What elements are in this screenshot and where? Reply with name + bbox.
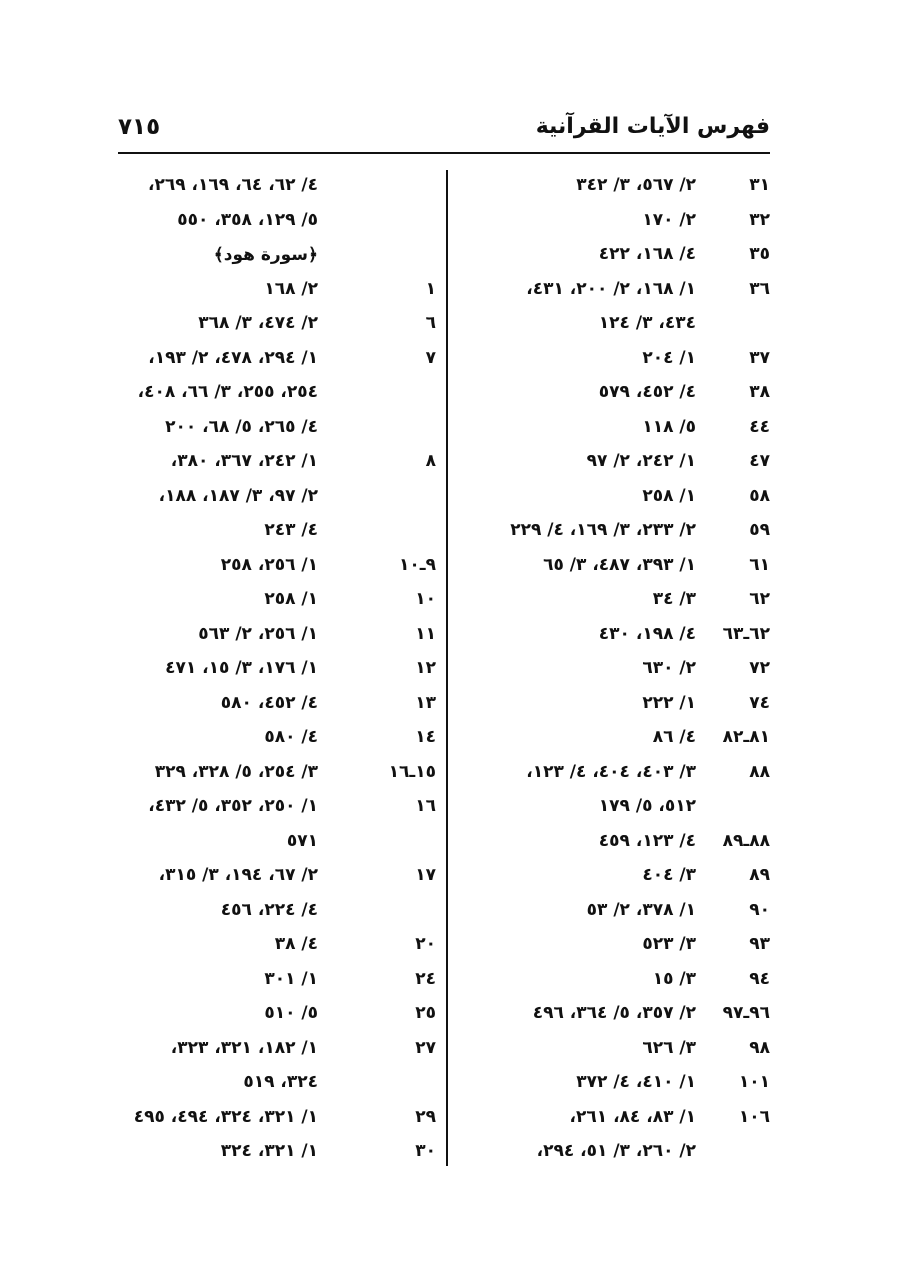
page-references: ٣/ ٤٠٤: [642, 865, 696, 886]
index-row: [118, 824, 436, 859]
page-references: ٢٥٤، ٢٥٥، ٣/ ٦٦، ٤٠٨،: [137, 382, 318, 403]
index-row: [470, 306, 770, 341]
verse-number: ٣٨: [749, 382, 770, 403]
page-header: [118, 112, 770, 154]
page-references: ٥/ ١٢٩، ٣٥٨، ٥٥٠: [177, 209, 318, 230]
verse-number: ١٠١: [738, 1072, 770, 1093]
page-references: ١/ ١٦٨، ٢/ ٢٠٠، ٤٣١،: [526, 278, 696, 299]
page-references: ١/ ٢٥٠، ٣٥٢، ٥/ ٤٣٢،: [148, 796, 318, 817]
page-references: ٢/ ٦٣٠: [642, 658, 696, 679]
verse-number: ١٠٦: [738, 1106, 770, 1127]
index-row: [118, 444, 436, 479]
index-row: [118, 1134, 436, 1169]
index-row: [470, 720, 770, 755]
page-references: ١/ ٣٢١، ٣٢٤، ٤٩٤، ٤٩٥: [133, 1106, 318, 1127]
index-row: [470, 1134, 770, 1169]
index-row: [118, 755, 436, 790]
page-references: ٢/ ١٦٨: [264, 278, 318, 299]
page-references: ١/ ٢٢٢: [642, 692, 696, 713]
index-row: [118, 306, 436, 341]
index-row: [118, 893, 436, 928]
verse-number: ٩٨: [749, 1037, 770, 1058]
index-row: [118, 651, 436, 686]
index-row: [470, 479, 770, 514]
verse-number: ٣٠: [415, 1141, 436, 1162]
page-references: ١/ ٢٥٦، ٢٥٨: [220, 554, 318, 575]
index-row: [118, 962, 436, 997]
verse-number: ٢٤: [415, 968, 436, 989]
verse-number: ٦٢: [749, 589, 770, 610]
index-row: [118, 479, 436, 514]
verse-number: ٦: [425, 313, 436, 334]
index-row: [118, 168, 436, 203]
page-references: ٢/ ٥٦٧، ٣/ ٣٤٢: [576, 175, 696, 196]
verse-number: ٨٨: [749, 761, 770, 782]
verse-number: ١٠: [415, 589, 436, 610]
page-references: ٥٧١: [286, 830, 318, 851]
verse-number: ٣٢: [749, 209, 770, 230]
index-row: [118, 341, 436, 376]
index-row: [118, 686, 436, 721]
page-references: ١/ ٢٥٨: [264, 589, 318, 610]
page-references: ٣٢٤، ٥١٩: [243, 1072, 318, 1093]
page-title: فهرس الآيات القرآنية: [535, 114, 770, 139]
page-references: ١/ ٢٤٢، ٣٦٧، ٣٨٠،: [170, 451, 318, 472]
index-row: [470, 1031, 770, 1066]
page-references: ٤٣٤، ٣/ ١٢٤: [598, 313, 696, 334]
page-references: ٤/ ٨٦: [652, 727, 696, 748]
page-references: ٤/ ٥٨٠: [264, 727, 318, 748]
page-references: ٢/ ٢٦٠، ٣/ ٥١، ٢٩٤،: [536, 1141, 696, 1162]
index-row: [118, 1031, 436, 1066]
page-number: ٧١٥: [118, 114, 161, 140]
index-row: [470, 375, 770, 410]
index-row: [470, 824, 770, 859]
verse-number: ٢٧: [415, 1037, 436, 1058]
index-row: [470, 444, 770, 479]
page-references: ٢/ ١٧٠: [642, 209, 696, 230]
index-row: [118, 237, 436, 272]
page-references: ١/ ٢٥٨: [642, 485, 696, 506]
index-row: [470, 203, 770, 238]
index-row: [470, 617, 770, 652]
page-references: ٤/ ١٦٨، ٤٢٢: [598, 244, 696, 265]
index-row: [470, 168, 770, 203]
verse-number: ٢٩: [415, 1106, 436, 1127]
index-row: [470, 410, 770, 445]
index-row: [118, 203, 436, 238]
verse-number: ٨١ـ٨٢: [722, 727, 770, 748]
index-row: [470, 582, 770, 617]
index-row: [470, 858, 770, 893]
index-row: [470, 962, 770, 997]
page-references: ٣/ ٤٠٣، ٤٠٤، ٤/ ١٢٣،: [526, 761, 696, 782]
index-row: [470, 893, 770, 928]
verse-number: ٩٠: [749, 899, 770, 920]
verse-number: ٢٥: [415, 1003, 436, 1024]
index-row: [470, 789, 770, 824]
verse-number: ١٢: [415, 658, 436, 679]
page-references: ٥/ ١١٨: [642, 416, 696, 437]
verse-number: ٧: [425, 347, 436, 368]
page-references: ١/ ٣٩٣، ٤٨٧، ٣/ ٦٥: [543, 554, 696, 575]
index-row: [118, 272, 436, 307]
index-row: [470, 548, 770, 583]
page-references: ٢/ ٦٧، ١٩٤، ٣/ ٣١٥،: [158, 865, 318, 886]
page-references: ٣/ ٢٥٤، ٥/ ٣٢٨، ٣٢٩: [154, 761, 318, 782]
verse-number: ٣١: [749, 175, 770, 196]
surah-heading: ﴿سورة هود﴾: [213, 244, 318, 265]
verse-number: ٥٨: [749, 485, 770, 506]
verse-number: ٦١: [749, 554, 770, 575]
page-references: ١/ ٢٤٢، ٢/ ٩٧: [586, 451, 696, 472]
column-divider: [446, 170, 448, 1166]
page-references: ٤/ ٦٢، ٦٤، ١٦٩، ٢٦٩،: [148, 175, 318, 196]
index-row: [118, 617, 436, 652]
index-row: [118, 582, 436, 617]
index-row: [118, 927, 436, 962]
page-references: ١/ ٣٧٨، ٢/ ٥٣: [586, 899, 696, 920]
page-references: ١/ ٨٣، ٨٤، ٢٦١،: [569, 1106, 696, 1127]
index-row: [118, 1100, 436, 1135]
index-row: [470, 927, 770, 962]
page-references: ٣/ ٣٤: [652, 589, 696, 610]
page-references: ٢/ ٩٧، ٣/ ١٨٧، ١٨٨،: [158, 485, 318, 506]
index-row: [470, 341, 770, 376]
page-references: ١/ ٢٩٤، ٤٧٨، ٢/ ١٩٣،: [148, 347, 318, 368]
verse-number: ٩٤: [749, 968, 770, 989]
verse-number: ٨٩: [749, 865, 770, 886]
verse-number: ٣٦: [749, 278, 770, 299]
page-references: ٢/ ٤٧٤، ٣/ ٣٦٨: [198, 313, 318, 334]
verse-number: ١٣: [415, 692, 436, 713]
page-references: ٤/ ٣٨: [274, 934, 318, 955]
index-row: [470, 237, 770, 272]
verse-number: ٧٢: [749, 658, 770, 679]
verse-number: ٣٧: [749, 347, 770, 368]
verse-number: ١: [425, 278, 436, 299]
verse-number: ١٥ـ١٦: [388, 761, 436, 782]
index-row: [470, 272, 770, 307]
index-column-right: [470, 168, 770, 1169]
verse-number: ١٤: [415, 727, 436, 748]
page-references: ١/ ٤١٠، ٤/ ٣٧٢: [576, 1072, 696, 1093]
verse-number: ٩ـ١٠: [399, 554, 436, 575]
page-references: ٣/ ٦٢٦: [642, 1037, 696, 1058]
page-references: ٤/ ٤٥٢، ٥٨٠: [220, 692, 318, 713]
page-references: ٤/ ٤٥٢، ٥٧٩: [598, 382, 696, 403]
verse-number: ٢٠: [415, 934, 436, 955]
index-row: [470, 686, 770, 721]
verse-number: ٥٩: [749, 520, 770, 541]
page-references: ١/ ١٨٢، ٣٢١، ٣٢٣،: [170, 1037, 318, 1058]
index-column-left: [118, 168, 436, 1169]
verse-number: ٦٢ـ٦٣: [722, 623, 770, 644]
verse-number: ١١: [415, 623, 436, 644]
verse-number: ١٧: [415, 865, 436, 886]
index-row: [118, 1065, 436, 1100]
index-row: [118, 548, 436, 583]
index-row: [470, 513, 770, 548]
verse-number: ٤٤: [749, 416, 770, 437]
index-row: [118, 858, 436, 893]
verse-number: ٤٧: [749, 451, 770, 472]
page-references: ٣/ ١٥: [652, 968, 696, 989]
index-row: [470, 651, 770, 686]
verse-number: ٩٦ـ٩٧: [722, 1003, 770, 1024]
index-row: [470, 996, 770, 1031]
index-row: [470, 1100, 770, 1135]
page-references: ٤/ ١٢٣، ٤٥٩: [598, 830, 696, 851]
page-references: ١/ ٢٠٤: [642, 347, 696, 368]
index-row: [118, 720, 436, 755]
page-references: ٤/ ١٩٨، ٤٣٠: [598, 623, 696, 644]
index-row: [118, 410, 436, 445]
page-references: ١/ ٣٢١، ٣٢٤: [220, 1141, 318, 1162]
page-references: ٤/ ٢٦٥، ٥/ ٦٨، ٢٠٠: [165, 416, 318, 437]
index-row: [470, 755, 770, 790]
page-references: ٥١٢، ٥/ ١٧٩: [598, 796, 696, 817]
verse-number: ٨٨ـ٨٩: [722, 830, 770, 851]
page-references: ١/ ١٧٦، ٣/ ١٥، ٤٧١: [165, 658, 318, 679]
page-references: ٤/ ٢٤٣: [264, 520, 318, 541]
index-row: [118, 789, 436, 824]
page-references: ١/ ٣٠١: [264, 968, 318, 989]
page-references: ٤/ ٢٢٤، ٤٥٦: [220, 899, 318, 920]
page-references: ٢/ ٢٣٣، ٣/ ١٦٩، ٤/ ٢٢٩: [510, 520, 696, 541]
verse-number: ٨: [425, 451, 436, 472]
verse-number: ٣٥: [749, 244, 770, 265]
page-references: ١/ ٢٥٦، ٢/ ٥٦٣: [198, 623, 318, 644]
index-row: [470, 1065, 770, 1100]
index-row: [118, 996, 436, 1031]
index-row: [118, 513, 436, 548]
verse-number: ١٦: [415, 796, 436, 817]
verse-number: ٧٤: [749, 692, 770, 713]
index-row: [118, 375, 436, 410]
page-references: ٢/ ٣٥٧، ٥/ ٣٦٤، ٤٩٦: [532, 1003, 696, 1024]
verse-number: ٩٣: [749, 934, 770, 955]
page-references: ٥/ ٥١٠: [264, 1003, 318, 1024]
page-references: ٣/ ٥٢٣: [642, 934, 696, 955]
